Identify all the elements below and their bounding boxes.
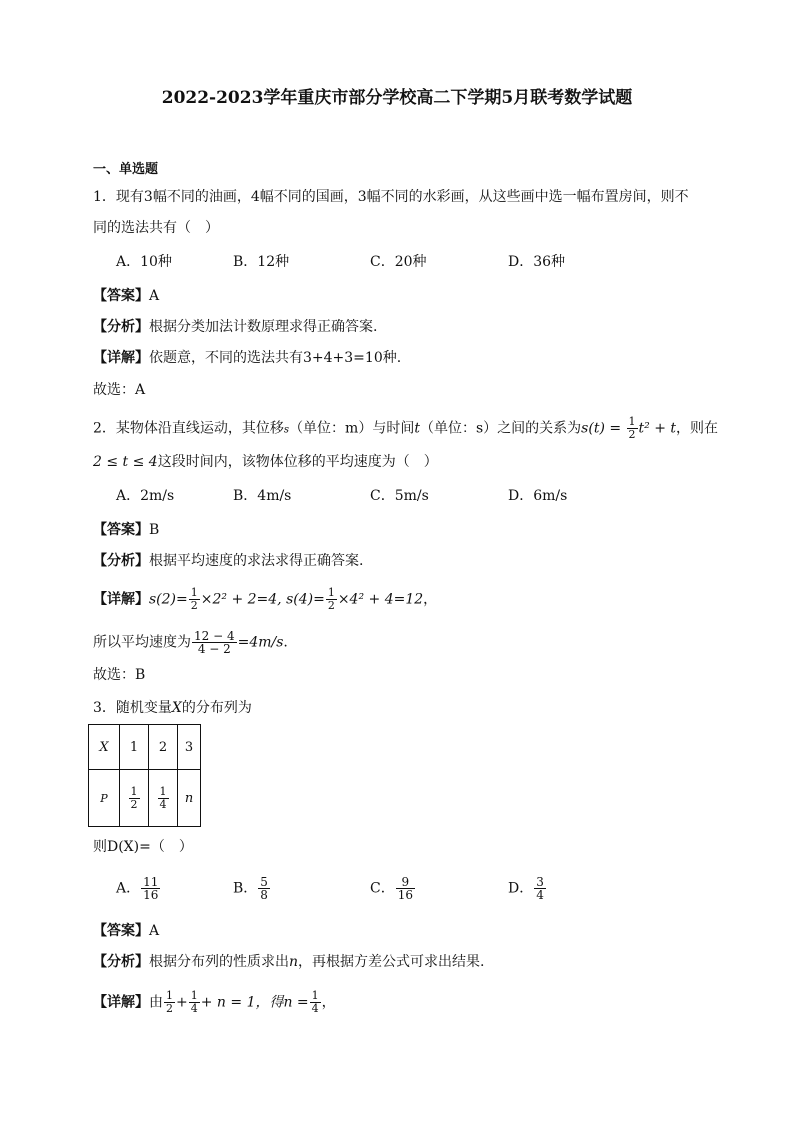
fraction-denominator: 16 <box>143 888 159 902</box>
table-cell <box>120 770 149 827</box>
q2-option-b[interactable]: B．4m/s <box>233 488 292 504</box>
table-cell <box>149 770 178 827</box>
q1-choice: 故选：A <box>93 382 146 398</box>
analysis-label: 【分析】 <box>93 553 149 569</box>
q1-stem-line2: 同的选法共有（ ） <box>93 220 219 236</box>
analysis-text: 根据分类加法计数原理求得正确答案. <box>149 319 378 335</box>
answer-value: B <box>149 522 160 538</box>
q3-stem <box>93 698 252 718</box>
q1-option-a[interactable]: A．10种 <box>116 254 172 270</box>
table-row <box>89 725 201 770</box>
detail-label: 【详解】 <box>93 994 149 1011</box>
fraction-denominator: 2 <box>130 797 138 811</box>
analysis-var-n: n <box>289 954 299 970</box>
fraction-numerator: 1 <box>311 989 319 1002</box>
fraction-denominator: 4 <box>159 797 167 811</box>
option-fraction <box>396 876 415 901</box>
table-cell: X <box>89 725 120 770</box>
fraction-half <box>627 416 638 441</box>
analysis-text: ，再根据方差公式可求出结果. <box>298 954 485 970</box>
q2-formula-right: t² + t <box>638 420 677 437</box>
fraction-denominator: 16 <box>397 888 413 902</box>
q3-text: 的分布列为 <box>181 700 252 716</box>
fraction-quarter <box>158 786 169 811</box>
table-cell: 2 <box>149 725 178 770</box>
page-title: 2022-2023学年重庆市部分学校高二下学期5月联考数学试题 <box>161 88 633 108</box>
fraction-denominator: 4 − 2 <box>197 642 231 656</box>
q2-text: （单位：m）与时间 <box>289 420 415 437</box>
fraction-quarter <box>189 990 200 1015</box>
q2-detail <box>93 587 437 612</box>
detail-math: s(2)= <box>149 591 188 608</box>
fraction-numerator: 1 <box>159 784 167 798</box>
fraction-numerator: 1 <box>166 989 173 1002</box>
q2-var-t: t <box>414 420 420 437</box>
option-fraction <box>141 876 160 901</box>
q3-option-c[interactable] <box>370 876 416 901</box>
fraction-half <box>326 587 337 612</box>
q2-stem-line2 <box>93 452 438 472</box>
fraction-numerator: 12 − 4 <box>194 629 235 643</box>
detail-math: ×2² + 2=4, s(4)= <box>200 591 325 608</box>
detail-math: + n = 1，得n = <box>200 994 309 1011</box>
detail-text: ， <box>423 591 438 608</box>
fraction-numerator: 9 <box>396 876 415 889</box>
option-label: C． <box>370 880 395 897</box>
answer-label: 【答案】 <box>93 288 149 304</box>
q3-answer <box>93 921 159 941</box>
q2-formula-left: s(t) = <box>581 420 622 437</box>
average-fraction <box>192 630 237 655</box>
q3-detail: 【详解】由 $\frac{1}{2}$ + $\frac{1}{4}$ + n = 1，得n = $\frac{1}{4}$ ， <box>93 989 336 1015</box>
q2-option-c[interactable]: C．5m/s <box>370 488 429 504</box>
q2-interval: 2 ≤ t ≤ 4 <box>93 454 158 470</box>
q2-text: 2．某物体沿直线运动，其位移 <box>93 420 284 437</box>
q2-text: 这段时间内，该物体位移的平均速度为（ ） <box>157 454 438 470</box>
q2-average <box>93 630 288 655</box>
table-cell: P <box>89 770 120 827</box>
q2-text: （单位：s）之间的关系为 <box>419 420 582 437</box>
q1-detail <box>93 348 401 368</box>
fraction-quarter <box>310 990 321 1015</box>
fraction-denominator: 4 <box>190 1002 198 1015</box>
answer-label: 【答案】 <box>93 923 149 939</box>
option-label: D． <box>508 880 534 897</box>
q2-var-s: s <box>283 424 290 436</box>
q2-analysis <box>93 551 363 571</box>
option-fraction <box>534 876 546 901</box>
fraction-numerator: 5 <box>260 875 268 889</box>
q1-option-c[interactable]: C．20种 <box>370 254 427 270</box>
fraction-half <box>129 786 140 811</box>
fraction-denominator: 2 <box>190 599 198 612</box>
analysis-label: 【分析】 <box>93 319 149 335</box>
detail-text: ， <box>321 994 336 1011</box>
q2-option-d[interactable]: D．6m/s <box>508 488 568 504</box>
average-text: 所以平均速度为 <box>93 634 191 651</box>
detail-text: 由 <box>149 994 163 1011</box>
table-cell: n <box>178 770 201 827</box>
fraction-numerator: 1 <box>628 415 636 428</box>
detail-text: 依题意，不同的选法共有3+4+3=10种. <box>149 350 402 366</box>
analysis-text: 根据平均速度的求法求得正确答案. <box>149 553 364 569</box>
fraction-numerator: 11 <box>143 875 159 889</box>
analysis-text: 根据分布列的性质求出 <box>149 954 289 970</box>
answer-label: 【答案】 <box>93 522 149 538</box>
q3-text: 3．随机变量 <box>93 700 172 716</box>
detail-math: ×4² + 4=12 <box>337 591 424 608</box>
table-row <box>89 770 201 827</box>
fraction-numerator: 3 <box>536 875 544 889</box>
q3-option-b[interactable] <box>233 876 271 901</box>
average-text: . <box>283 634 288 651</box>
fraction-denominator: 2 <box>166 1002 173 1015</box>
fraction-numerator: 1 <box>327 586 335 599</box>
average-result: =4m/s <box>237 634 284 651</box>
q3-option-d[interactable] <box>508 876 547 901</box>
option-fraction <box>258 876 270 901</box>
q3-ask: 则D(X)=（ ） <box>93 839 193 855</box>
fraction-denominator: 8 <box>260 888 268 902</box>
fraction-numerator: 1 <box>190 989 198 1002</box>
option-label: B． <box>233 880 258 897</box>
q2-choice: 故选：B <box>93 667 146 683</box>
q3-analysis <box>93 952 484 972</box>
q3-option-a[interactable] <box>116 876 161 901</box>
q2-text: ，则在 <box>676 420 719 437</box>
fraction-denominator: 2 <box>327 599 335 612</box>
table-cell: 1 <box>120 725 149 770</box>
fraction-numerator: 1 <box>190 586 198 599</box>
fraction-denominator: 2 <box>628 428 636 441</box>
fraction-denominator: 4 <box>536 888 544 902</box>
section-heading: 一、单选题 <box>93 162 159 177</box>
fraction-half <box>164 990 175 1015</box>
q1-option-d[interactable]: D．36种 <box>508 254 566 270</box>
fraction-numerator: 1 <box>130 784 138 798</box>
detail-label: 【详解】 <box>93 350 149 366</box>
q1-option-b[interactable]: B．12种 <box>233 254 290 270</box>
fraction-half <box>189 587 200 612</box>
q2-answer <box>93 520 159 540</box>
q1-answer <box>93 286 159 306</box>
table-cell: 3 <box>178 725 201 770</box>
distribution-table <box>88 724 201 827</box>
answer-value: A <box>149 923 160 939</box>
q2-option-a[interactable]: A．2m/s <box>116 488 175 504</box>
option-label: A． <box>116 880 141 897</box>
fraction-denominator: 4 <box>311 1002 319 1015</box>
q1-stem-line1: 1．现有3幅不同的油画，4幅不同的国画，3幅不同的水彩画，从这些画中选一幅布置房间，则不 <box>93 189 689 205</box>
q2-stem-line1 <box>93 416 718 441</box>
q3-var-x: X <box>171 700 182 716</box>
answer-value: A <box>149 288 160 304</box>
analysis-label: 【分析】 <box>93 954 149 970</box>
detail-label: 【详解】 <box>93 591 149 608</box>
q1-analysis <box>93 317 377 337</box>
